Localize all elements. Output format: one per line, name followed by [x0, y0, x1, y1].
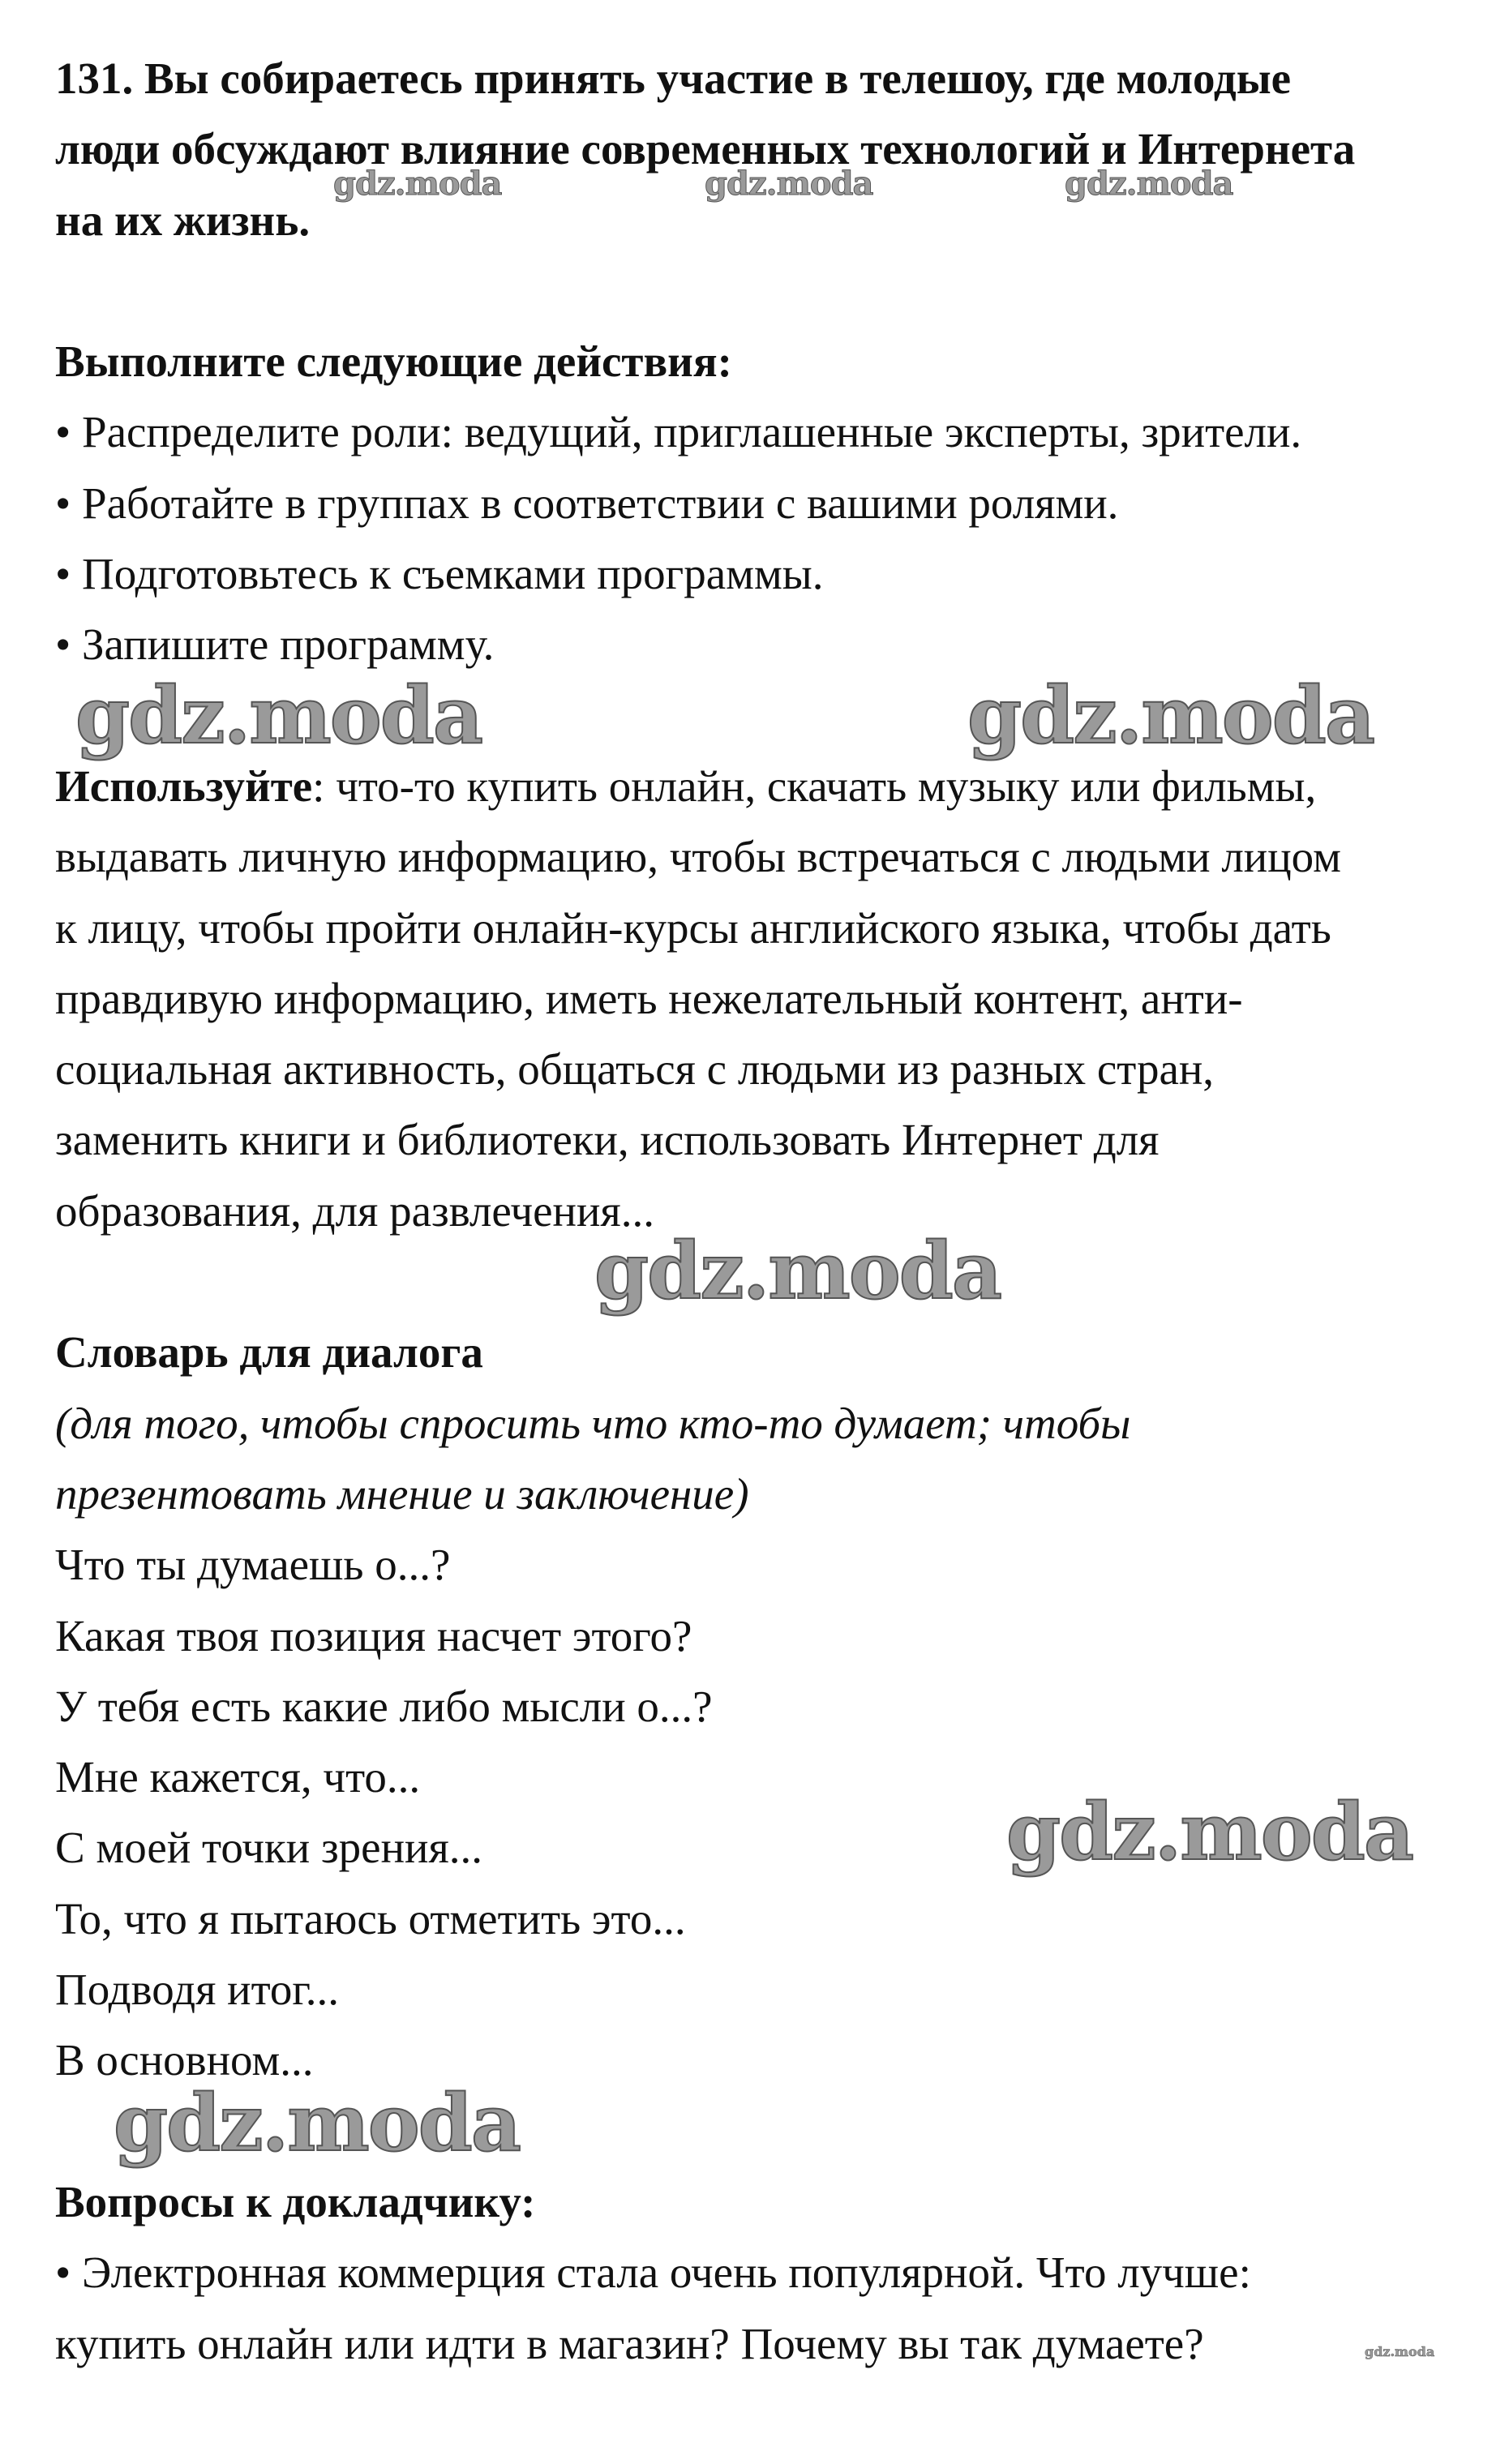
use-line — [55, 751, 1482, 821]
actions-heading: Выполните следующие действия: — [55, 336, 732, 387]
action-item: • Запишите программу. — [55, 619, 495, 670]
watermark: gdz.moda — [705, 165, 873, 203]
use-line: социальная активность, общаться с людьми из разных стран, — [55, 1044, 1215, 1095]
question-line: купить онлайн или идти в магазин? Почему вы так думаете? — [55, 2318, 1204, 2368]
action-item: • Работайте в группах в соответствии с вашими ролями. — [55, 478, 1119, 528]
question-line: • Электронная коммерция стала очень популярной. Что лучше: — [55, 2248, 1251, 2298]
vocabulary-phrase: В основном... — [55, 2035, 314, 2085]
vocabulary-phrase: С моей точки зрения... — [55, 1823, 483, 1873]
use-line: выдавать личную информацию, чтобы встречаться с людьми лицом — [55, 832, 1341, 882]
task-title-line: на их жизнь. — [55, 195, 311, 245]
use-line: к лицу, чтобы пройти онлайн-курсы английского языка, чтобы дать — [55, 902, 1331, 953]
action-item: • Подготовьтесь к съемками программы. — [55, 549, 824, 599]
use-line: образования, для развлечения... — [55, 1185, 654, 1236]
watermark: gdz.moda — [114, 2077, 521, 2169]
use-line: правдивую информацию, иметь нежелательный контент, анти- — [55, 973, 1243, 1023]
watermark: gdz.moda — [1065, 165, 1233, 203]
task-title-line: люди обсуждают влияние современных технологий и Интернета — [55, 124, 1356, 174]
vocabulary-phrase: Что ты думаешь о...? — [55, 1540, 451, 1590]
watermark: gdz.moda — [333, 165, 502, 203]
watermark: gdz.moda — [594, 1225, 1001, 1317]
use-line: заменить книги и библиотеки, использовать Интернет для — [55, 1115, 1160, 1165]
vocabulary-phrase: Мне кажется, что... — [55, 1752, 421, 1802]
vocabulary-note: (для того, чтобы спросить что кто-то думает; чтобы — [55, 1398, 1131, 1448]
exercise-page — [55, 43, 1482, 2379]
questions-heading: Вопросы к докладчику: — [55, 2176, 536, 2226]
task-title-line: 131. Вы собираетесь принять участие в телешоу, где молодые — [55, 54, 1292, 103]
vocabulary-note: презентовать мнение и заключение) — [55, 1468, 749, 1519]
vocabulary-phrase: Подводя итог... — [55, 1965, 340, 2015]
vocabulary-heading: Словарь для диалога — [55, 1327, 483, 1378]
watermark: gdz.moda — [1006, 1786, 1413, 1878]
watermark: gdz.moda — [75, 670, 482, 761]
action-item: • Распределите роли: ведущий, приглашенные эксперты, зрители. — [55, 407, 1302, 457]
vocabulary-phrase: То, что я пытаюсь отметить это... — [55, 1893, 686, 1943]
vocabulary-phrase: Какая твоя позиция насчет этого? — [55, 1610, 692, 1661]
vocabulary-phrase: У тебя есть какие либо мысли о...? — [55, 1681, 713, 1731]
watermark: gdz.moda — [1365, 2344, 1435, 2359]
use-text: : что-то купить онлайн, скачать музыку или фильмы, — [312, 761, 1317, 811]
use-label: Используйте — [55, 761, 313, 811]
watermark: gdz.moda — [967, 670, 1374, 761]
